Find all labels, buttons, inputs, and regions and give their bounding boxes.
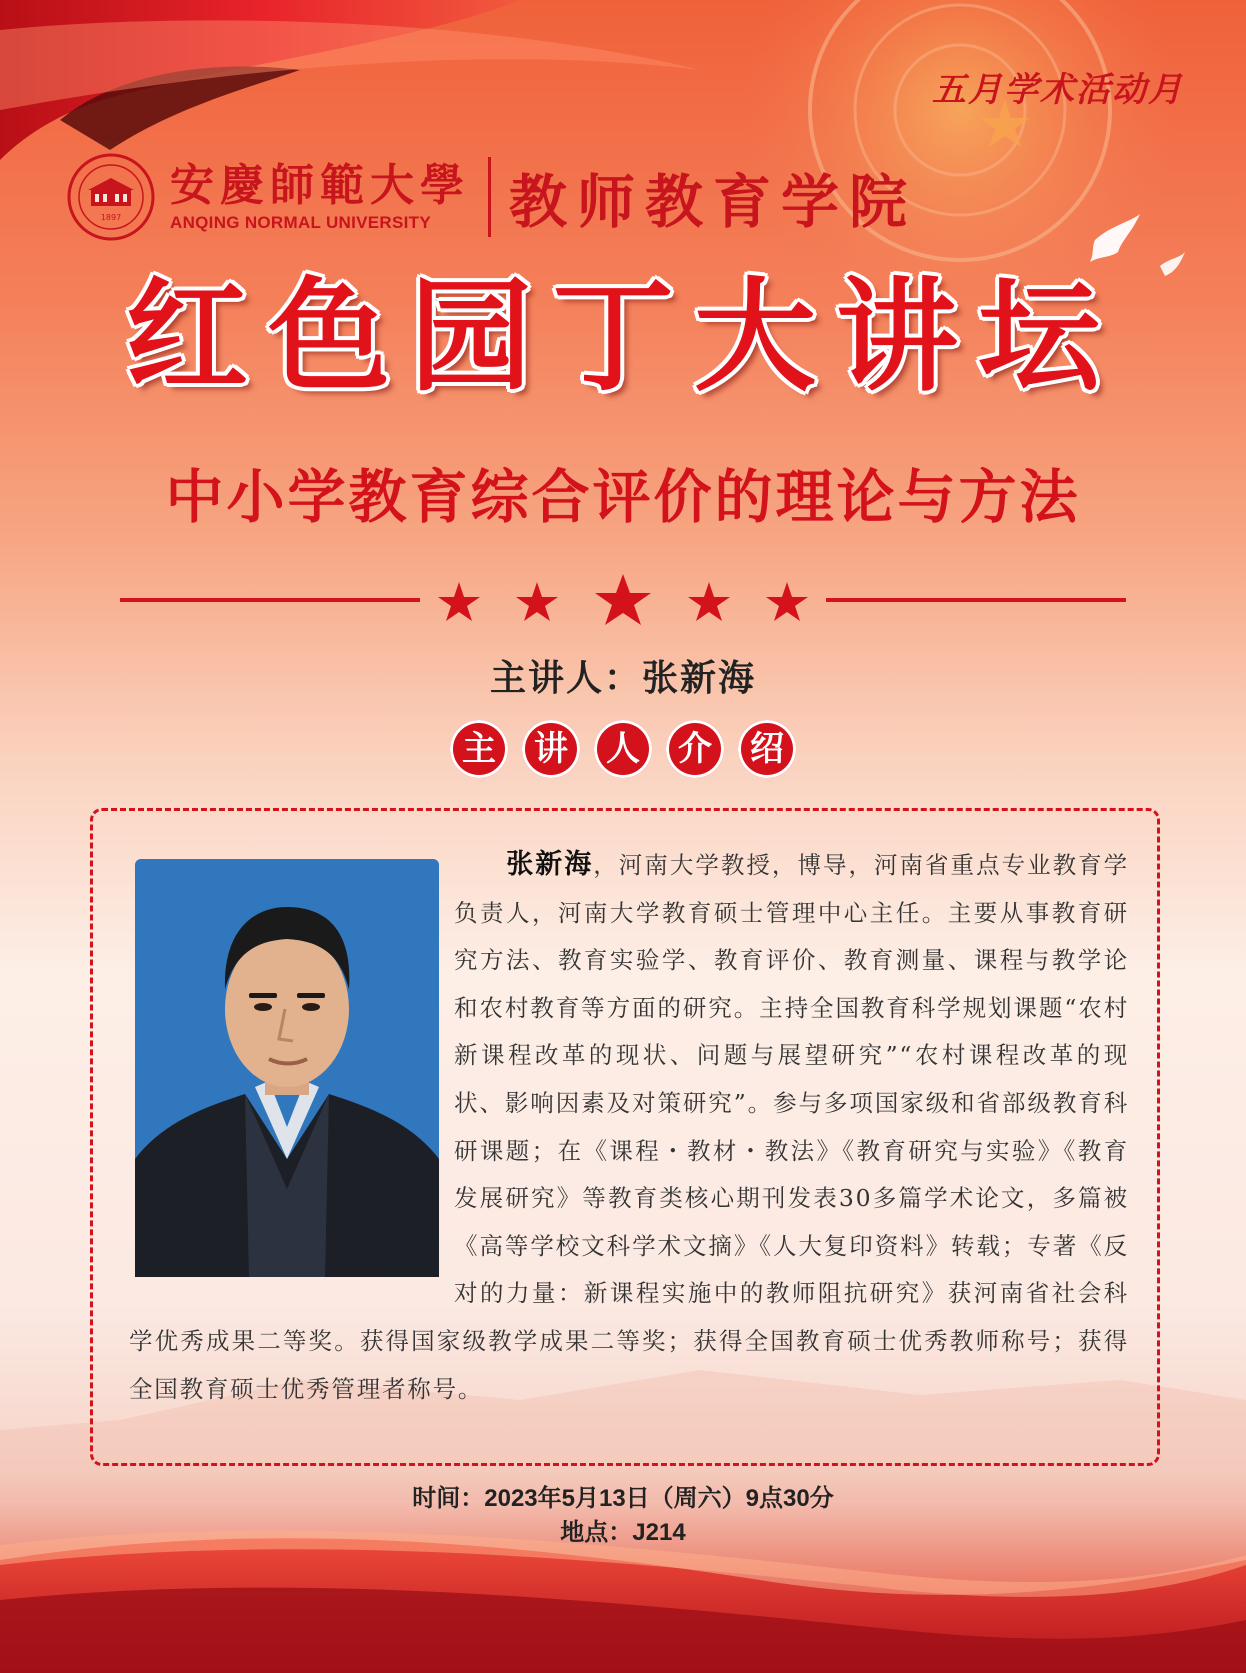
event-time: 时间：2023年5月13日（周六）9点30分 [412, 1485, 834, 1512]
star-icon [595, 574, 651, 625]
photo-spacer [129, 841, 454, 1281]
divider-line-right [826, 598, 1126, 602]
forum-title: 红色园丁大讲坛 [126, 266, 1120, 408]
university-seal-icon [66, 152, 156, 242]
university-name-block [170, 160, 470, 234]
star-icon [766, 582, 808, 621]
intro-badge: 主 [450, 720, 508, 778]
intro-badge: 介 [666, 720, 724, 778]
lecture-subtitle: 中小学教育综合评价的理论与方法 [165, 463, 1081, 531]
event-place: 地点：J214 [560, 1519, 686, 1546]
university-name-cn: 安慶師範大學 [170, 160, 470, 211]
college-name: 教师教育学院 [509, 168, 918, 236]
star-icon [688, 582, 730, 621]
activity-month-tagline: 五月学术活动月 [932, 70, 1184, 110]
bio-speaker-name: 张新海 [506, 849, 594, 880]
seal-year: 1897 [100, 213, 122, 222]
intro-badge: 人 [594, 720, 652, 778]
speaker-intro-heading [0, 720, 1246, 778]
divider-line-left [120, 598, 420, 602]
bio-body: ，河南大学教授，博导，河南省重点专业教育学负责人，河南大学教育硕士管理中心主任。主要从事教育研究方法、教育实验学、教育评价、教育测量、课程与教学论和农村教育等方面的研究。主持全国教育科学规划课题“农村新课程改革的现状、问题与展望研究”“农村课程改革的现状、影响因素及对策研究”。参与多项国家级和省部级教育科研课题；在《课程・教材・教法》《教育研究与实验》《教育发展研究》等教育类核心期刊发表30多篇学术论文，多篇被《高等学校文科学术文摘》《人大复印资料》转载；专著《反对的力量：新课程实施中的教师阻抗研究》获河南省社会科学优秀成果二等奖。获得国家级教学成果二等奖；获得全国教育硕士优秀教师称号；获得全国教育硕士优秀管理者称号。 [129, 851, 1129, 1403]
star-divider [120, 570, 1126, 630]
speaker-bio-text [129, 841, 1129, 1413]
speaker-label: 主讲人：张新海 [489, 658, 756, 699]
star-icon [516, 582, 558, 621]
intro-badge: 绍 [738, 720, 796, 778]
speaker-bio-box [90, 808, 1160, 1466]
logo-divider [488, 157, 491, 237]
event-info [0, 1482, 1246, 1550]
stars-row [435, 570, 811, 630]
star-icon [438, 582, 480, 621]
university-name-en: ANQING NORMAL UNIVERSITY [170, 213, 431, 232]
intro-badge: 讲 [522, 720, 580, 778]
university-logo-row [66, 152, 917, 242]
